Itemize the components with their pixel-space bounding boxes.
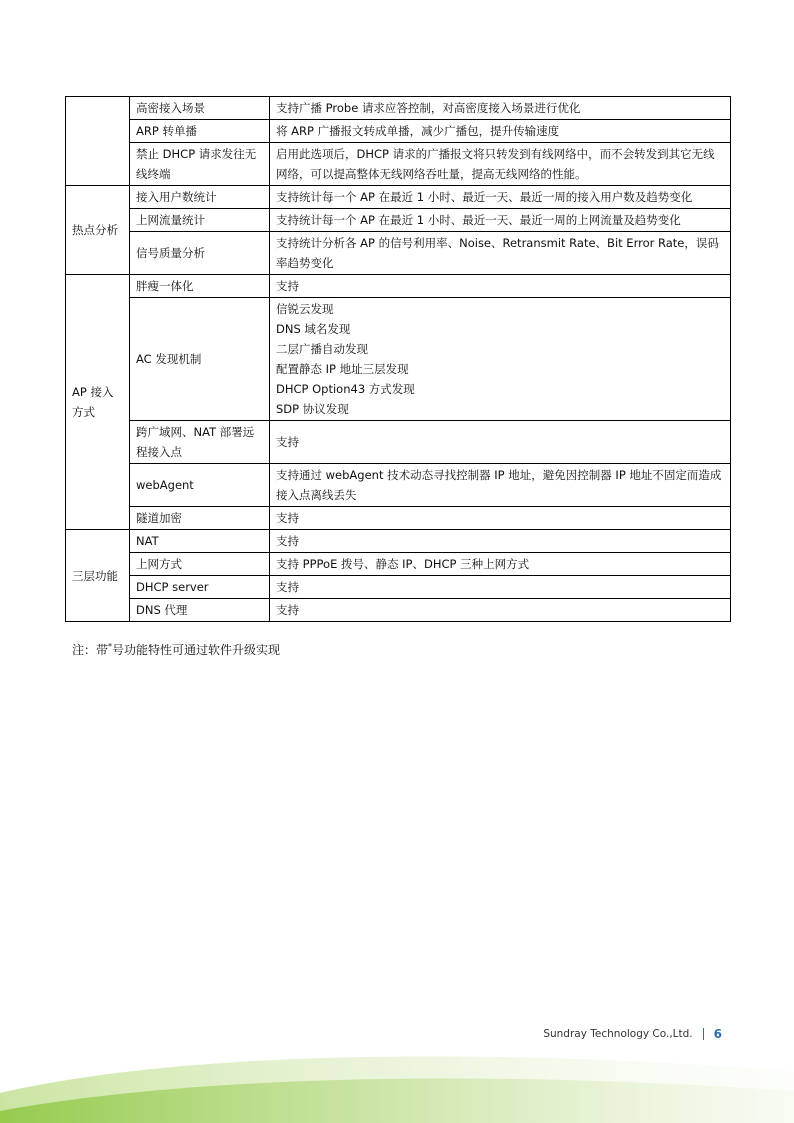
feature-cell: NAT <box>130 530 270 553</box>
table-row <box>66 97 731 120</box>
feature-cell: 禁止 DHCP 请求发往无线终端 <box>130 143 270 186</box>
page-number: 6 <box>713 1027 722 1041</box>
desc-line: 信锐云发现 <box>276 302 334 316</box>
desc-line: 配置静态 IP 地址三层发现 <box>276 362 409 376</box>
table-row <box>66 298 731 421</box>
category-cell-ap-access: AP 接入方式 <box>66 275 130 530</box>
desc-line: SDP 协议发现 <box>276 402 349 416</box>
desc-cell: 支持 <box>270 599 731 622</box>
table-row <box>66 599 731 622</box>
footnote-text: 号功能特性可通过软件升级实现 <box>112 643 281 657</box>
footnote-prefix: 注：带 <box>72 643 109 657</box>
desc-cell: 支持广播 Probe 请求应答控制，对高密度接入场景进行优化 <box>270 97 731 120</box>
company-name: Sundray Technology Co.,Ltd. <box>543 1028 693 1040</box>
footnote-asterisk: * <box>108 642 113 651</box>
green-wave-decoration <box>0 1033 794 1123</box>
desc-cell: 启用此选项后，DHCP 请求的广播报文将只转发到有线网络中，而不会转发到其它无线网络，可以提高整体无线网络吞吐量，提高无线网络的性能。 <box>270 143 731 186</box>
table-row <box>66 120 731 143</box>
feature-cell: DHCP server <box>130 576 270 599</box>
feature-cell: webAgent <box>130 464 270 507</box>
category-cell-blank <box>66 97 130 186</box>
feature-cell: 胖瘦一体化 <box>130 275 270 298</box>
feature-cell: 信号质量分析 <box>130 232 270 275</box>
desc-cell: 支持统计每一个 AP 在最近 1 小时、最近一天、最近一周的上网流量及趋势变化 <box>270 209 731 232</box>
table-row <box>66 464 731 507</box>
desc-cell: 支持 <box>270 275 731 298</box>
feature-cell: 上网方式 <box>130 553 270 576</box>
feature-cell: 隧道加密 <box>130 507 270 530</box>
category-cell-layer3: 三层功能 <box>66 530 130 622</box>
desc-line: DHCP Option43 方式发现 <box>276 382 415 396</box>
feature-cell: ARP 转单播 <box>130 120 270 143</box>
desc-cell: 将 ARP 广播报文转成单播，减少广播包，提升传输速度 <box>270 120 731 143</box>
desc-cell: 支持统计分析各 AP 的信号利用率、Noise、Retransmit Rate、Bit Error Rate，误码率趋势变化 <box>270 232 731 275</box>
desc-cell: 支持 <box>270 530 731 553</box>
desc-cell: 支持通过 webAgent 技术动态寻找控制器 IP 地址，避免因控制器 IP 地址不固定而造成接入点离线丢失 <box>270 464 731 507</box>
desc-line: DNS 域名发现 <box>276 322 351 336</box>
feature-cell: 高密接入场景 <box>130 97 270 120</box>
feature-cell: 跨广域网、NAT 部署远程接入点 <box>130 421 270 464</box>
table-row <box>66 421 731 464</box>
table-row <box>66 576 731 599</box>
feature-cell: 上网流量统计 <box>130 209 270 232</box>
table-row <box>66 186 731 209</box>
desc-line: 二层广播自动发现 <box>276 342 368 356</box>
desc-cell: 支持 <box>270 421 731 464</box>
desc-cell: 支持 <box>270 507 731 530</box>
feature-cell: AC 发现机制 <box>130 298 270 421</box>
spec-table <box>65 96 731 622</box>
table-row <box>66 553 731 576</box>
table-row <box>66 275 731 298</box>
table-row <box>66 209 731 232</box>
feature-cell: DNS 代理 <box>130 599 270 622</box>
desc-cell <box>270 298 731 421</box>
footnote <box>72 641 280 658</box>
desc-cell: 支持 <box>270 576 731 599</box>
category-cell-hotspot: 热点分析 <box>66 186 130 275</box>
desc-cell: 支持 PPPoE 拨号、静态 IP、DHCP 三种上网方式 <box>270 553 731 576</box>
table-row <box>66 143 731 186</box>
table-row <box>66 530 731 553</box>
table-row <box>66 507 731 530</box>
desc-cell: 支持统计每一个 AP 在最近 1 小时、最近一天、最近一周的接入用户数及趋势变化 <box>270 186 731 209</box>
feature-cell: 接入用户数统计 <box>130 186 270 209</box>
table-row <box>66 232 731 275</box>
